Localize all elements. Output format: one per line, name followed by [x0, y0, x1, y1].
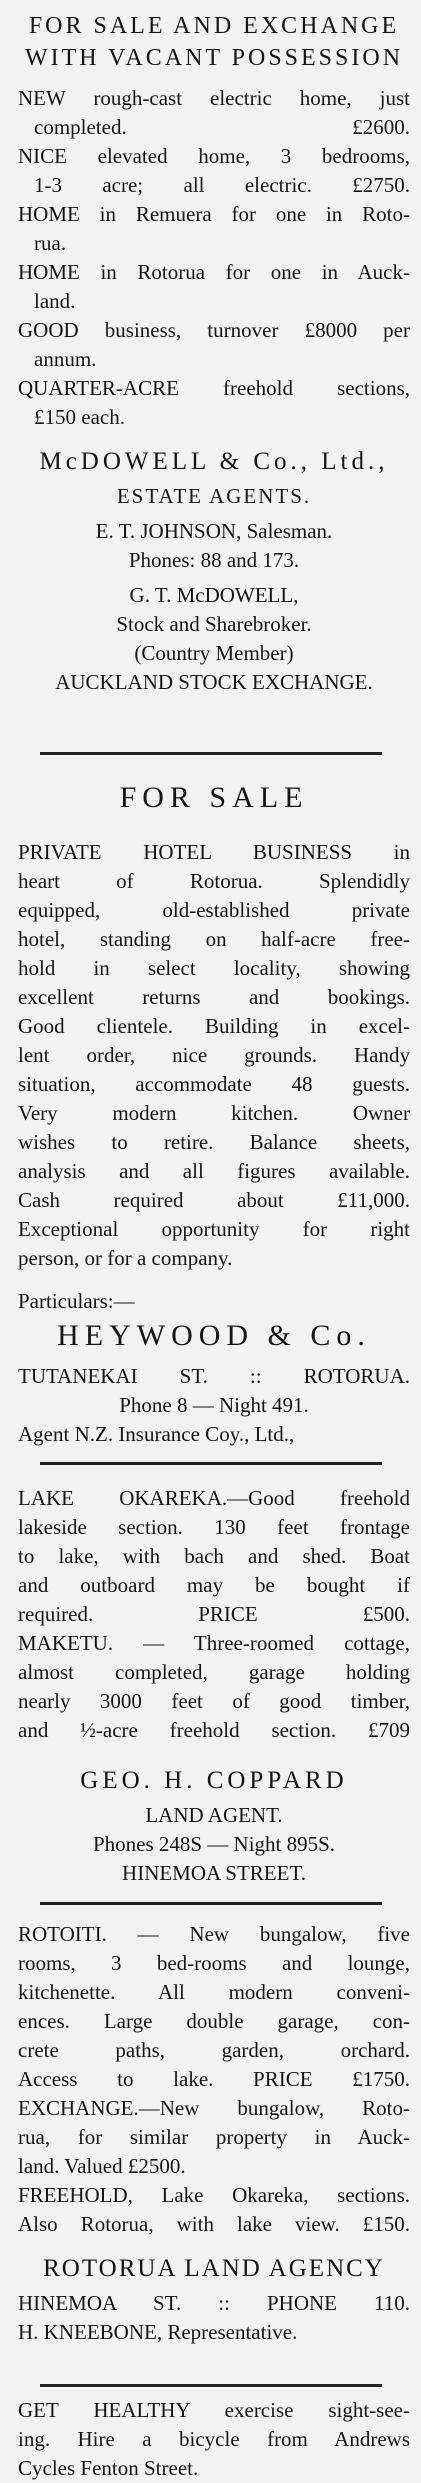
bicycle-hire-advertisement	[18, 2396, 410, 2483]
coppard-advertisement	[18, 1484, 410, 1888]
listing-line: HOME in Remuera for one in Roto-	[18, 202, 410, 226]
body-line: ences. Large double garage, con-	[18, 2009, 410, 2033]
body-line: kitchenette. All modern conveni-	[18, 1980, 410, 2004]
body-line: to lake, with bach and shed. Boat	[18, 1544, 410, 1568]
listing-line: £150 each.	[34, 405, 125, 429]
contact-line: G. T. McDOWELL,	[129, 583, 299, 607]
body-line: crete paths, garden, orchard.	[18, 2038, 410, 2062]
body-line: EXCHANGE.—New bungalow, Roto-	[18, 2096, 410, 2120]
body-line: lakeside section. 130 feet frontage	[18, 1515, 410, 1539]
street-line: HINEMOA STREET.	[122, 1861, 306, 1885]
ad-heading: FOR SALE	[119, 781, 309, 814]
body-line: PRIVATE HOTEL BUSINESS in	[18, 840, 410, 864]
body-line: Access to lake. PRICE £1750.	[18, 2067, 410, 2091]
body-line: Also Rotorua, with lake view. £150.	[18, 2212, 410, 2236]
contact-line: (Country Member)	[134, 641, 294, 665]
divider-rule	[40, 2384, 382, 2387]
listing-line: GOOD business, turnover £8000 per	[18, 318, 410, 342]
contact-line: E. T. JOHNSON, Salesman.	[95, 519, 333, 543]
ad-heading: FOR SALE AND EXCHANGE	[28, 13, 400, 39]
ad-heading: WITH VACANT POSSESSION	[24, 45, 404, 71]
representative-line: H. KNEEBONE, Representative.	[18, 2320, 298, 2344]
body-line: ROTOITI. — New bungalow, five	[18, 1922, 410, 1946]
firm-name: McDOWELL & Co., Ltd.,	[39, 448, 389, 475]
divider-rule	[40, 1902, 382, 1905]
contact-line: Stock and Sharebroker.	[116, 612, 312, 636]
body-line: Cycles Fenton Street.	[18, 2456, 199, 2480]
listing-line: QUARTER-ACRE freehold sections,	[18, 376, 410, 400]
body-line: MAKETU. — Three-roomed cottage,	[18, 1631, 410, 1655]
body-line: wishes to retire. Balance sheets,	[18, 1130, 410, 1154]
particulars-label: Particulars:—	[18, 1289, 135, 1313]
body-line: ing. Hire a bicycle from Andrews	[18, 2427, 410, 2451]
address-line: TUTANEKAI ST. :: ROTORUA.	[18, 1364, 410, 1388]
body-line: equipped, old-established private	[18, 898, 410, 922]
listing-line: NEW rough-cast electric home, just	[18, 86, 410, 110]
divider-rule	[40, 752, 382, 755]
body-line: situation, accommodate 48 guests.	[18, 1072, 410, 1096]
body-line: land. Valued £2500.	[18, 2154, 186, 2178]
heywood-advertisement	[18, 778, 410, 1449]
mcdowell-advertisement	[18, 10, 410, 697]
body-line: person, or for a company.	[18, 1246, 233, 1270]
contact-line: Phones: 88 and 173.	[128, 548, 300, 572]
body-line: GET HEALTHY exercise sight-see-	[18, 2398, 410, 2422]
listing-line: land.	[34, 289, 76, 313]
listing-line: 1-3 acre; all electric. £2750.	[34, 173, 410, 197]
phone-line: Phones 248S — Night 895S.	[92, 1832, 336, 1856]
body-line: rua, for similar property in Auck-	[18, 2125, 410, 2149]
body-line: required. PRICE £500.	[18, 1602, 410, 1626]
body-line: heart of Rotorua. Splendidly	[18, 869, 410, 893]
body-line: LAKE OKAREKA.—Good freehold	[18, 1486, 410, 1510]
listing-line: completed. £2600.	[34, 115, 410, 139]
body-line: Exceptional opportunity for right	[18, 1217, 410, 1241]
body-line: Good clientele. Building in excel-	[18, 1014, 410, 1038]
firm-name: ROTORUA LAND AGENCY	[43, 2255, 385, 2282]
contact-line: AUCKLAND STOCK EXCHANGE.	[55, 670, 373, 694]
body-line: analysis and all figures available.	[18, 1159, 410, 1183]
listing-line: HOME in Rotorua for one in Auck-	[18, 260, 410, 284]
body-line: lent order, nice grounds. Handy	[18, 1043, 410, 1067]
agent-line: Agent N.Z. Insurance Coy., Ltd.,	[18, 1422, 295, 1446]
firm-name: HEYWOOD & Co.	[57, 1319, 371, 1352]
body-line: hotel, standing on half-acre free-	[18, 927, 410, 951]
body-line: almost completed, garage holding	[18, 1660, 410, 1684]
firm-role: ESTATE AGENTS.	[116, 484, 312, 508]
body-line: excellent returns and bookings.	[18, 985, 410, 1009]
body-line: FREEHOLD, Lake Okareka, sections.	[18, 2183, 410, 2207]
rotorua-land-agency-advertisement	[18, 1920, 410, 2347]
listing-line: NICE elevated home, 3 bedrooms,	[18, 144, 410, 168]
firm-name: GEO. H. COPPARD	[80, 1767, 348, 1794]
address-line: HINEMOA ST. :: PHONE 110.	[18, 2291, 410, 2315]
body-line: hold in select locality, showing	[18, 956, 410, 980]
phone-line: Phone 8 — Night 491.	[119, 1393, 309, 1417]
listing-line: rua.	[34, 231, 67, 255]
body-line: and outboard may be bought if	[18, 1573, 410, 1597]
body-line: and ½-acre freehold section. £709	[18, 1718, 410, 1742]
body-line: Cash required about £11,000.	[18, 1188, 410, 1212]
body-line: Very modern kitchen. Owner	[18, 1101, 410, 1125]
body-line: rooms, 3 bed-rooms and lounge,	[18, 1951, 410, 1975]
divider-rule	[40, 1462, 382, 1465]
listing-line: annum.	[34, 347, 97, 371]
firm-role: LAND AGENT.	[145, 1803, 283, 1827]
body-line: nearly 3000 feet of good timber,	[18, 1689, 410, 1713]
